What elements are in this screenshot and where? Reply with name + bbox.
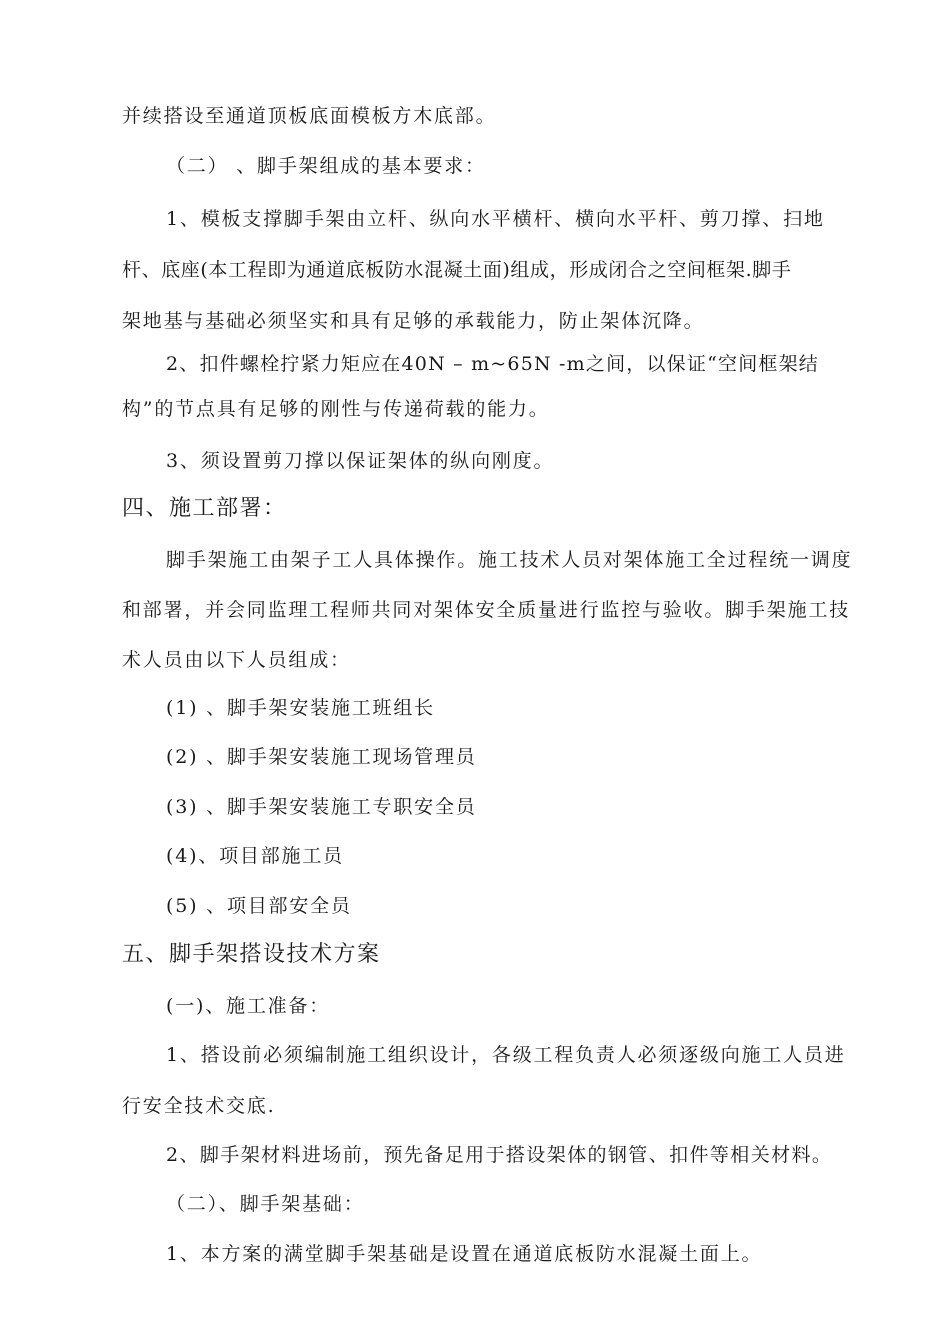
body-line: 1、本方案的满堂脚手架基础是设置在通道底板防水混凝土面上。: [166, 1243, 763, 1265]
body-line: 脚手架施工由架子工人具体操作。施工技术人员对架体施工全过程统一调度: [166, 549, 853, 571]
subsection-heading: (一)、施工准备：: [166, 995, 331, 1017]
body-line: 3、须设置剪刀撑以保证架体的纵向刚度。: [166, 450, 555, 472]
subsection-heading: （二）、脚手架基础：: [166, 1193, 365, 1215]
list-item: (1) 、脚手架安装施工班组长: [166, 697, 435, 719]
body-line: 并续搭设至通道顶板底面模板方木底部。: [122, 105, 497, 127]
body-line: 行安全技术交底.: [122, 1095, 276, 1117]
body-line: 1、搭设前必须编制施工组织设计，各级工程负责人必须逐级向施工人员进: [166, 1044, 846, 1066]
subsection-heading: （二） 、脚手架组成的基本要求：: [166, 155, 486, 177]
body-line: 术人员由以下人员组成：: [122, 649, 351, 671]
body-line: 1、模板支撑脚手架由立杆、纵向水平横杆、横向水平杆、剪刀撑、扫地: [166, 208, 825, 230]
section-heading: 五、脚手架搭设技术方案: [122, 942, 381, 967]
body-line: 杆、底座(本工程即为通道底板防水混凝土面)组成，形成闭合之空间框架.脚手: [122, 259, 792, 281]
body-line: 2、脚手架材料进场前，预先备足用于搭设架体的钢管、扣件等相关材料。: [166, 1144, 833, 1166]
list-item: (3) 、脚手架安装施工专职安全员: [166, 796, 477, 818]
section-heading: 四、施工部署：: [122, 496, 287, 521]
body-line: 构”的节点具有足够的刚性与传递荷载的能力。: [122, 398, 550, 420]
list-item: (2) 、脚手架安装施工现场管理员: [166, 746, 477, 768]
body-line: 和部署，并会同监理工程师共同对架体安全质量进行监控与验收。脚手架施工技: [122, 599, 851, 621]
list-item: (5) 、项目部安全员: [166, 895, 352, 917]
body-line: 2、扣件螺栓拧紧力矩应在40N – m~65N -m之间，以保证“空间框架结: [166, 353, 819, 375]
list-item: (4)、项目部施工员: [166, 845, 344, 867]
body-line: 架地基与基础必须坚实和具有足够的承载能力，防止架体沉降。: [122, 310, 705, 332]
